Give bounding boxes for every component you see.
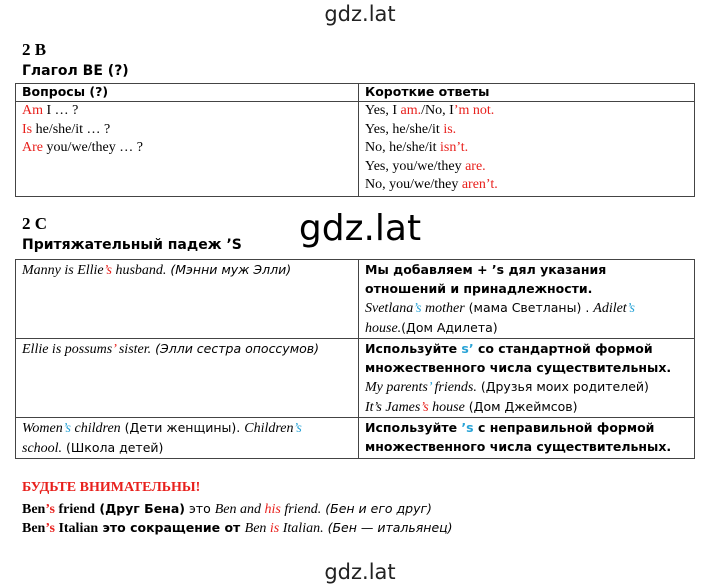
possessive-mark: ’s [626, 301, 636, 316]
example-en: mother [421, 301, 465, 316]
example-en: sister. [115, 342, 152, 357]
answer-verb: are. [465, 158, 486, 174]
example-en: Manny is Ellie [22, 263, 104, 278]
watermark-middle: gdz.lat [298, 208, 422, 249]
example-en: Adilet [593, 301, 627, 316]
possessive-mark: ’s [420, 400, 429, 415]
example-bold: Ben [22, 502, 46, 517]
answer-text: Yes, I [365, 103, 401, 118]
answer-verb: is. [443, 121, 457, 137]
example-ru: это сокращение от [98, 520, 245, 535]
question-verb: Is [22, 121, 33, 137]
possessive-mark: ’s [45, 521, 55, 536]
attention-heading: БУДЬТЕ ВНИМАТЕЛЬНЫ! [22, 480, 201, 495]
answers-cell [359, 102, 695, 197]
section-2b-number: 2 B [22, 40, 47, 59]
example-bold: Italian [54, 521, 99, 536]
answer-verb: ’m not. [453, 103, 495, 118]
row3-left [16, 418, 359, 459]
example-en: school. [22, 441, 63, 456]
question-rest: you/we/they … ? [43, 140, 143, 155]
question-line [22, 121, 352, 140]
example-en: house [428, 400, 465, 415]
highlight-word: his [264, 502, 281, 517]
question-line [22, 102, 352, 121]
answer-line [365, 121, 688, 140]
answer-text: Yes, you/we/they [365, 158, 466, 174]
row2-left [16, 339, 359, 418]
answer-line [365, 158, 688, 177]
row2-right [359, 339, 695, 418]
watermark-bottom: gdz.lat [324, 560, 396, 584]
example-en: It’s James [365, 400, 421, 415]
question-verb: Am [22, 103, 43, 118]
rule-text: Мы добавляем + ’s дял указания отношений и принадлежности. [365, 262, 607, 296]
rule-text: Используйте [365, 341, 462, 356]
question-line [22, 139, 352, 158]
answer-line [365, 139, 688, 158]
example-ru: (Бен — итальянец) [323, 520, 453, 535]
answer-text: /No, I [421, 103, 454, 118]
example-en: Women [22, 421, 63, 436]
example-ru: (Дом Джеймсов) [464, 399, 578, 414]
possessive-mark: ’s [293, 421, 302, 436]
possessive-mark: ’s [45, 502, 55, 517]
possessive-case-table [15, 259, 695, 459]
attention-line-2 [22, 518, 453, 538]
example-ru: (Мэнни муж Элли) [166, 262, 292, 277]
section-2c-number: 2 C [22, 214, 48, 233]
be-verb-table [15, 83, 695, 197]
example-ru: это [184, 501, 215, 516]
header-short-answers: Короткие ответы [359, 84, 695, 102]
possessive-mark: ’s [461, 420, 474, 435]
answer-line [365, 176, 688, 195]
example-ru: (Дом Адилета) [401, 320, 498, 335]
question-rest: he/she/it … ? [32, 121, 111, 137]
example-ru: (Друг Бена) [95, 501, 185, 516]
answer-text: Yes, he/she/it [365, 121, 444, 137]
example-en: Ellie is possums [22, 342, 113, 357]
example-en: husband. [111, 263, 167, 278]
row1-left [16, 260, 359, 339]
rule-text: Используйте [365, 420, 462, 435]
example-ru: (Бен и его друг) [321, 501, 432, 516]
rule-text: с неправильной формой множественного числа существительных. [365, 420, 672, 454]
example-en: Ben and [214, 502, 265, 517]
example-bold: Ben [22, 521, 46, 536]
example-en: Ben [244, 521, 270, 536]
row3-right [359, 418, 695, 459]
possessive-mark: ’s [413, 301, 422, 316]
answer-verb: aren’t. [461, 177, 498, 192]
possessive-mark: ’ [427, 380, 431, 395]
answer-text: No, he/she/it [365, 140, 441, 155]
section-2b-title: Глагол BE (?) [22, 63, 129, 79]
example-en: Italian. [279, 521, 324, 536]
section-2c-title: Притяжательный падеж ’S [22, 237, 242, 253]
row1-right [359, 260, 695, 339]
example-ru: (Дети женщины). [120, 420, 245, 435]
rule-text: со стандартной формой множественного числа существительных. [365, 341, 672, 375]
example-ru: (Школа детей) [62, 440, 164, 455]
watermark-top: gdz.lat [324, 2, 396, 26]
possessive-mark: ’ [112, 342, 116, 357]
example-bold: friend [54, 502, 95, 517]
question-verb: Are [22, 140, 43, 155]
possessive-mark: s’ [461, 341, 478, 356]
example-ru: (Друзья моих родителей) [476, 379, 649, 394]
answer-verb: am. [400, 103, 422, 118]
example-en: Children [244, 421, 294, 436]
possessive-mark: ’s [62, 421, 72, 436]
answer-verb: isn’t. [440, 140, 469, 155]
example-en: friend. [280, 502, 322, 517]
attention-line-1 [22, 499, 432, 519]
header-questions: Вопросы (?) [16, 84, 359, 102]
answer-line [365, 102, 688, 121]
example-ru: (Элли сестра опоссумов) [151, 341, 320, 356]
questions-cell [16, 102, 359, 197]
question-rest: I … ? [43, 103, 79, 118]
example-en: house. [365, 321, 402, 336]
highlight-word: is [269, 521, 280, 536]
possessive-mark: ’s [103, 263, 112, 278]
example-en: children [71, 421, 121, 436]
answer-text: No, you/we/they [365, 177, 462, 192]
example-en: Svetlana [365, 301, 414, 316]
example-ru: (мама Светланы) . [464, 300, 594, 315]
example-en: My parents [365, 380, 428, 395]
example-en: friends. [430, 380, 477, 395]
